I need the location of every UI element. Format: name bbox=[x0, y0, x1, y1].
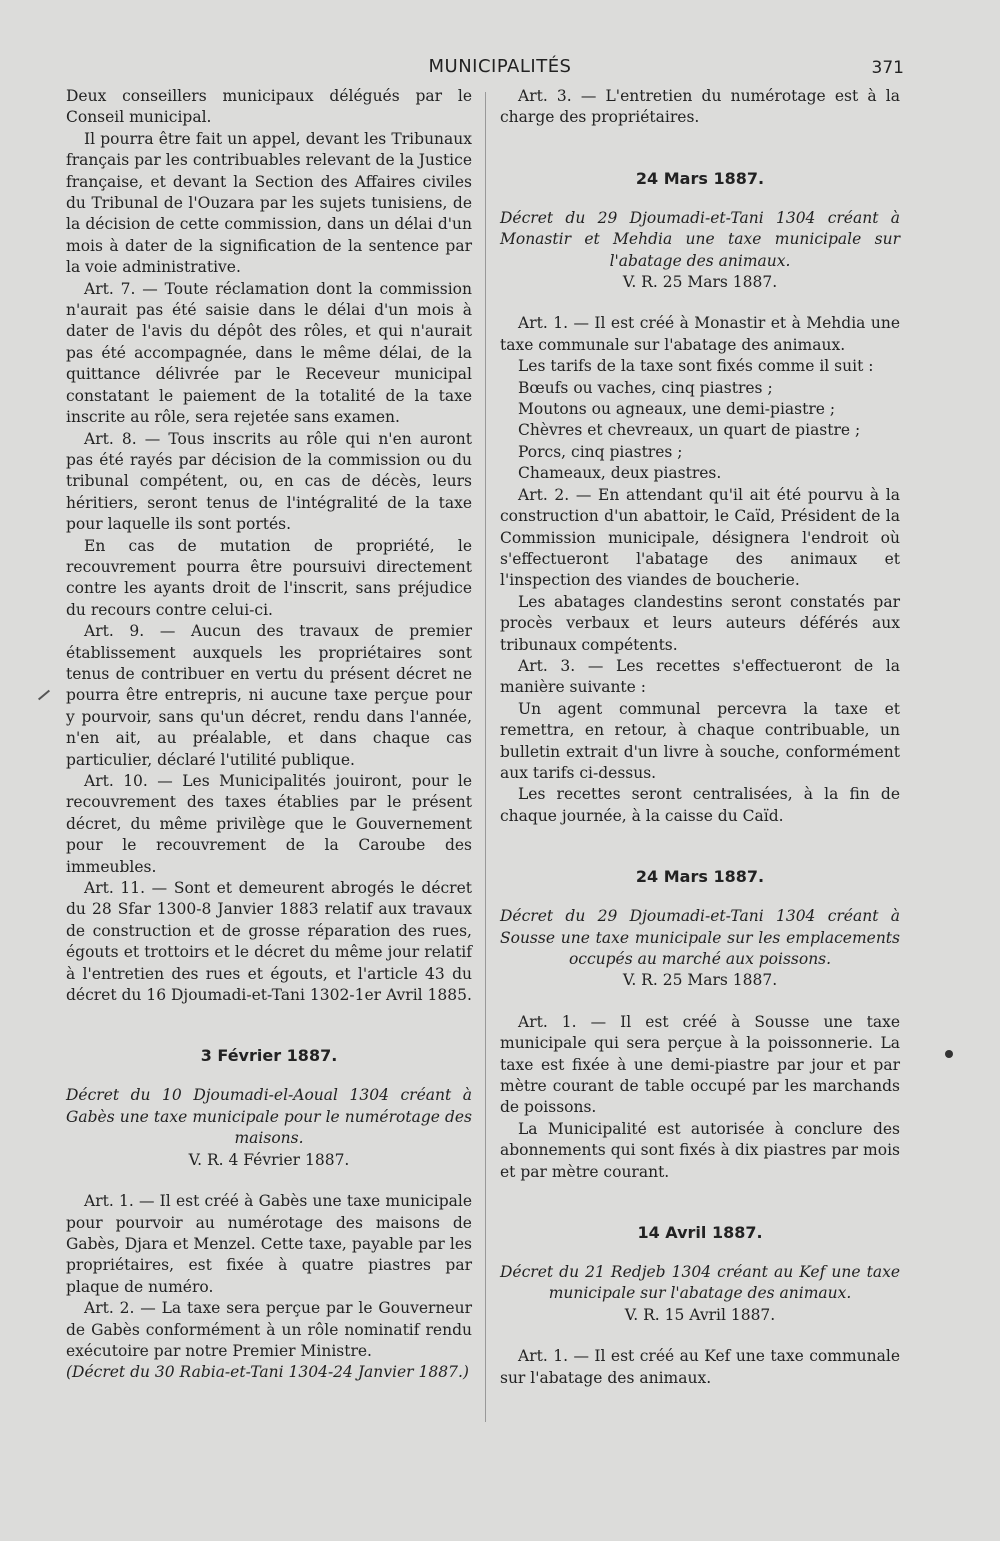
page-number: 371 bbox=[871, 58, 904, 78]
article-1: Art. 1. — Il est créé au Kef une taxe communale sur l'abatage des animaux. bbox=[500, 1347, 900, 1387]
decree-title: Décret du 10 Djoumadi-el-Aoual 1304 créant à Gabès une taxe municipale pour le numérotage des maisons. bbox=[66, 1086, 472, 1148]
paragraph: Les tarifs de la taxe sont fixés comme il suit : bbox=[518, 357, 874, 376]
article-2: Art. 2. — La taxe sera perçue par le Gouverneur de Gabès conformément à un rôle nominatif rendu exécutoire par notre Premier Ministre. bbox=[66, 1299, 472, 1360]
margin-pen-mark bbox=[38, 690, 50, 701]
vr-date: V. R. 15 Avril 1887. bbox=[624, 1305, 776, 1324]
right-column bbox=[500, 86, 900, 1501]
decree-reference: (Décret du 30 Rabia-et-Tani 1304-24 Janvier 1887.) bbox=[66, 1363, 469, 1382]
paragraph: Les abatages clandestins seront constatés par procès verbaux et leurs auteurs déférés aux tribunaux compétents. bbox=[500, 592, 900, 654]
tariff-item: Chameaux, deux piastres. bbox=[518, 464, 722, 483]
paragraph: Un agent communal percevra la taxe et remettra, en retour, à chaque contribuable, un bulletin extrait d'un livre à souche, conformément aux tarifs ci-dessus. bbox=[500, 699, 900, 782]
article-8: Art. 8. — Tous inscrits au rôle qui n'en auront pas été rayés par décision de la commission ou du tribunal compétent, ou, en cas de décès, leurs héritiers, seront tenus de l'intégralité de la taxe pour laquelle ils sont portés. bbox=[66, 429, 472, 534]
paragraph: En cas de mutation de propriété, le recouvrement pourra être poursuivi directement contre les ayants droit de l'inscrit, sans préjudice du recours contre celui-ci. bbox=[66, 536, 472, 619]
section-date-heading: 14 Avril 1887. bbox=[637, 1223, 763, 1243]
section-date-heading: 3 Février 1887. bbox=[200, 1046, 338, 1066]
paragraph: Deux conseillers municipaux délégués par le Conseil municipal. bbox=[66, 87, 472, 127]
left-column bbox=[66, 86, 472, 1501]
paragraph: Il pourra être fait un appel, devant les Tribunaux français par les contribuables relevant de la Justice française, et devant la Section des Affaires civiles du Tribunal de l'Ouzara par les sujets tunisiens, de la décision de cette commission, dans un délai d'un mois à dater de la signification de la sentence par la voie administrative. bbox=[66, 129, 472, 277]
article-10: Art. 10. — Les Municipalités jouiront, pour le recouvrement des taxes établies par le présent décret, du même privilège que le Gouvernement pour le recouvrement de la Caroube des immeubles. bbox=[66, 772, 472, 876]
article-3: Art. 3. — L'entretien du numérotage est à la charge des propriétaires. bbox=[500, 87, 900, 127]
article-1: Art. 1. — Il est créé à Monastir et à Mehdia une taxe communale sur l'abatage des animaux. bbox=[500, 314, 900, 354]
article-2: Art. 2. — En attendant qu'il ait été pourvu à la construction d'un abattoir, le Caïd, Président de la Commission municipale, désignera l'endroit où s'effectueront l'abatage des animaux et l'inspection des viandes de boucherie. bbox=[500, 485, 900, 590]
decree-title: Décret du 29 Djoumadi-et-Tani 1304 créant à Monastir et Mehdia une taxe municipale sur l'abatage des animaux. bbox=[500, 208, 900, 270]
vr-date: V. R. 25 Mars 1887. bbox=[622, 273, 778, 292]
tariff-item: Moutons ou agneaux, une demi-piastre ; bbox=[518, 400, 836, 419]
article-3: Art. 3. — Les recettes s'effectueront de la manière suivante : bbox=[500, 656, 900, 697]
article-9: Art. 9. — Aucun des travaux de premier établissement auxquels les propriétaires sont tenus de contribuer en vertu du présent décret ne pourra être entrepris, ni aucune taxe perçue pour y pourvoir, sans qu'un décret, rendu dans l'année, n'en ait, au préalable, et dans chaque cas particulier, déclaré l'utilité publique. bbox=[66, 622, 472, 769]
section-date-heading: 24 Mars 1887. bbox=[635, 168, 765, 188]
tariff-item: Porcs, cinq piastres ; bbox=[518, 442, 683, 461]
margin-dot-mark bbox=[945, 1050, 953, 1058]
article-1: Art. 1. — Il est créé à Sousse une taxe municipale qui sera perçue à la poissonnerie. La taxe est fixée à une demi-piastre par jour et par mètre courant de table occupé par les marchands de poissons. bbox=[500, 1012, 900, 1117]
decree-title: Décret du 21 Redjeb 1304 créant au Kef une taxe municipale sur l'abatage des animaux. bbox=[500, 1263, 900, 1303]
paragraph: La Municipalité est autorisée à conclure des abonnements qui sont fixés à dix piastres par mois et par mètre courant. bbox=[500, 1119, 900, 1181]
article-1: Art. 1. — Il est créé à Gabès une taxe municipale pour pourvoir au numérotage des maisons de Gabès, Djara et Menzel. Cette taxe, payable par les propriétaires, est fixée à quatre piastres par plaque de numéro. bbox=[66, 1192, 472, 1296]
column-divider bbox=[485, 92, 486, 1422]
vr-date: V. R. 25 Mars 1887. bbox=[622, 971, 778, 990]
section-date-heading: 24 Mars 1887. bbox=[635, 867, 765, 887]
tariff-item: Bœufs ou vaches, cinq piastres ; bbox=[518, 378, 773, 397]
page-header bbox=[0, 52, 1000, 82]
vr-date: V. R. 4 Février 1887. bbox=[188, 1150, 350, 1169]
decree-title: Décret du 29 Djoumadi-et-Tani 1304 créant à Sousse une taxe municipale sur les emplacements occupés au marché aux poissons. bbox=[500, 907, 900, 968]
paragraph: Les recettes seront centralisées, à la fin de chaque journée, à la caisse du Caïd. bbox=[500, 785, 900, 825]
article-11: Art. 11. — Sont et demeurent abrogés le décret du 28 Sfar 1300-8 Janvier 1883 relatif aux travaux de construction et de grosse réparation des rues, égouts et trottoirs et le décret du même jour relatif à l'entretien des rues et égouts, et l'article 43 du décret du 16 Djoumadi-et-Tani 1302-1er Avril 1885. bbox=[66, 879, 472, 1005]
article-7: Art. 7. — Toute réclamation dont la commission n'aurait pas été saisie dans le délai d'un mois à dater de l'avis du dépôt des rôles, et qui n'aurait pas été accompagnée, dans le même délai, de la quittance délivrée par le Receveur municipal constatant le paiement de la totalité de la taxe inscrite au rôle, sera rejetée sans examen. bbox=[66, 279, 472, 427]
tariff-item: Chèvres et chevreaux, un quart de piastre ; bbox=[518, 421, 861, 440]
running-title: MUNICIPALITÉS bbox=[428, 56, 572, 77]
